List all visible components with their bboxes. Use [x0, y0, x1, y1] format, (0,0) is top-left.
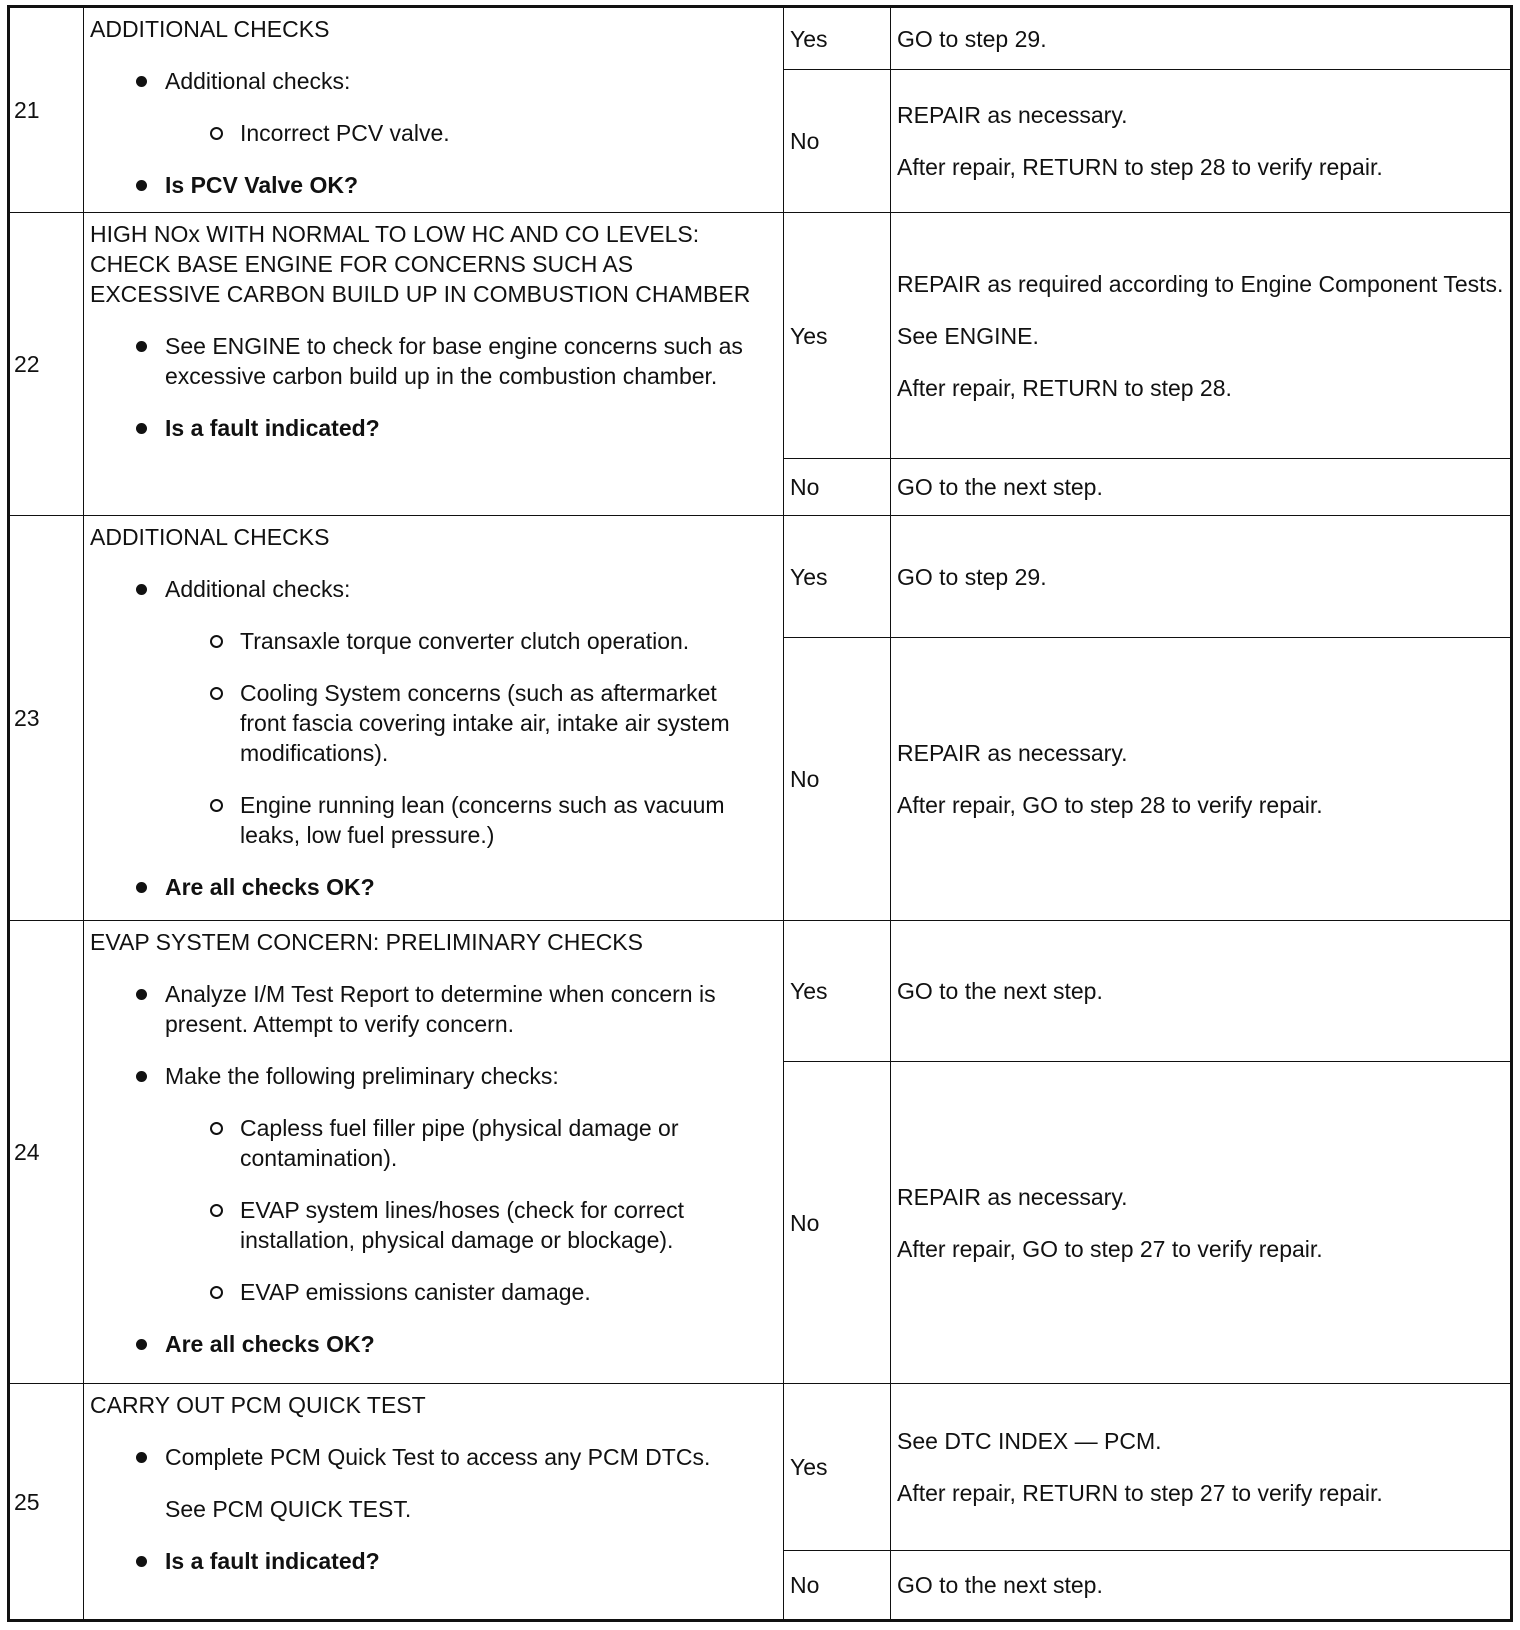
result-yes	[891, 1384, 1512, 1551]
bullet-item: Analyze I/M Test Report to determine when concern is present. Attempt to verify concern.	[90, 979, 769, 1039]
step-23-yes-row	[9, 516, 1512, 638]
reference-note: See PCM QUICK TEST.	[165, 1496, 412, 1522]
result-no	[891, 70, 1512, 213]
result-text: GO to step 29.	[897, 25, 1047, 52]
result-text: GO to the next step.	[897, 1572, 1103, 1598]
bullet-item: Make the following preliminary checks:	[90, 1061, 769, 1091]
answer-yes: Yes	[784, 516, 891, 638]
answer-no: No	[784, 70, 891, 213]
step-question: Is a fault indicated?	[90, 413, 769, 443]
answer-yes: Yes	[784, 1384, 891, 1551]
result-text: After repair, GO to step 27 to verify repair.	[897, 1235, 1323, 1262]
answer-no: No	[784, 638, 891, 921]
sub-bullet-item: Capless fuel filler pipe (physical damage or contamination).	[90, 1113, 769, 1173]
result-text: REPAIR as necessary.	[897, 740, 1128, 766]
result-no	[891, 459, 1512, 516]
answer-no: No	[784, 459, 891, 516]
step-title: ADDITIONAL CHECKS	[90, 16, 330, 42]
result-text: After repair, RETURN to step 27 to verify repair.	[897, 1480, 1383, 1506]
sub-bullet-item: EVAP emissions canister damage.	[90, 1277, 769, 1307]
result-text: REPAIR as necessary.	[897, 102, 1128, 128]
diagnostic-table	[7, 5, 1513, 1622]
result-no	[891, 1551, 1512, 1621]
step-number: 22	[9, 213, 84, 516]
sub-bullet-item: Transaxle torque converter clutch operation.	[90, 626, 769, 656]
bullet-item: See ENGINE to check for base engine concerns such as excessive carbon build up in the combustion chamber.	[90, 331, 769, 391]
bullet-item: Complete PCM Quick Test to access any PCM DTCs.	[90, 1442, 769, 1472]
step-number: 23	[9, 516, 84, 921]
step-question: Is PCV Valve OK?	[90, 170, 769, 200]
answer-yes: Yes	[784, 921, 891, 1062]
result-text: After repair, RETURN to step 28 to verify repair.	[897, 154, 1383, 180]
result-text: GO to the next step.	[897, 978, 1103, 1004]
answer-no: No	[784, 1062, 891, 1384]
result-text: After repair, RETURN to step 28.	[897, 374, 1232, 401]
answer-no: No	[784, 1551, 891, 1621]
step-action	[84, 1384, 784, 1621]
step-action	[84, 7, 784, 213]
step-number: 21	[9, 7, 84, 213]
step-number: 24	[9, 921, 84, 1384]
result-no	[891, 638, 1512, 921]
result-text: REPAIR as necessary.	[897, 1183, 1128, 1210]
step-24-yes-row	[9, 921, 1512, 1062]
result-text: REPAIR as required according to Engine Component Tests.	[897, 270, 1504, 297]
step-question: Are all checks OK?	[90, 1329, 769, 1359]
step-action	[84, 921, 784, 1384]
result-text: See ENGINE.	[897, 322, 1039, 349]
result-yes	[891, 7, 1512, 70]
step-action	[84, 516, 784, 921]
bullet-item: Additional checks:	[90, 66, 769, 96]
step-question: Is a fault indicated?	[90, 1546, 769, 1576]
answer-yes: Yes	[784, 213, 891, 459]
diagnostic-page	[7, 5, 1510, 1623]
step-25-yes-row	[9, 1384, 1512, 1551]
sub-bullet-item: Incorrect PCV valve.	[90, 118, 769, 148]
result-yes	[891, 213, 1512, 459]
step-title: HIGH NOx WITH NORMAL TO LOW HC AND CO LEVELS: CHECK BASE ENGINE FOR CONCERNS SUCH AS EXCESSIVE CARBON BUILD UP IN COMBUSTION CHAMBER	[90, 221, 751, 307]
answer-yes: Yes	[784, 7, 891, 70]
result-text: See DTC INDEX — PCM.	[897, 1428, 1162, 1454]
step-title: EVAP SYSTEM CONCERN: PRELIMINARY CHECKS	[90, 929, 643, 955]
step-title: ADDITIONAL CHECKS	[90, 524, 330, 550]
bullet-item: Additional checks:	[90, 574, 769, 604]
sub-bullet-item: Engine running lean (concerns such as vacuum leaks, low fuel pressure.)	[90, 790, 769, 850]
step-22-yes-row	[9, 213, 1512, 459]
result-text: After repair, GO to step 28 to verify repair.	[897, 792, 1323, 818]
result-text: GO to the next step.	[897, 474, 1103, 500]
step-21-yes-row	[9, 7, 1512, 70]
result-text: GO to step 29.	[897, 563, 1047, 590]
result-yes	[891, 516, 1512, 638]
step-number: 25	[9, 1384, 84, 1621]
sub-bullet-item: EVAP system lines/hoses (check for correct installation, physical damage or blockage).	[90, 1195, 769, 1255]
step-title: CARRY OUT PCM QUICK TEST	[90, 1392, 426, 1418]
result-yes	[891, 921, 1512, 1062]
step-action	[84, 213, 784, 516]
sub-bullet-item: Cooling System concerns (such as aftermarket front fascia covering intake air, intake air system modifications).	[90, 678, 769, 768]
result-no	[891, 1062, 1512, 1384]
step-question: Are all checks OK?	[90, 872, 769, 902]
